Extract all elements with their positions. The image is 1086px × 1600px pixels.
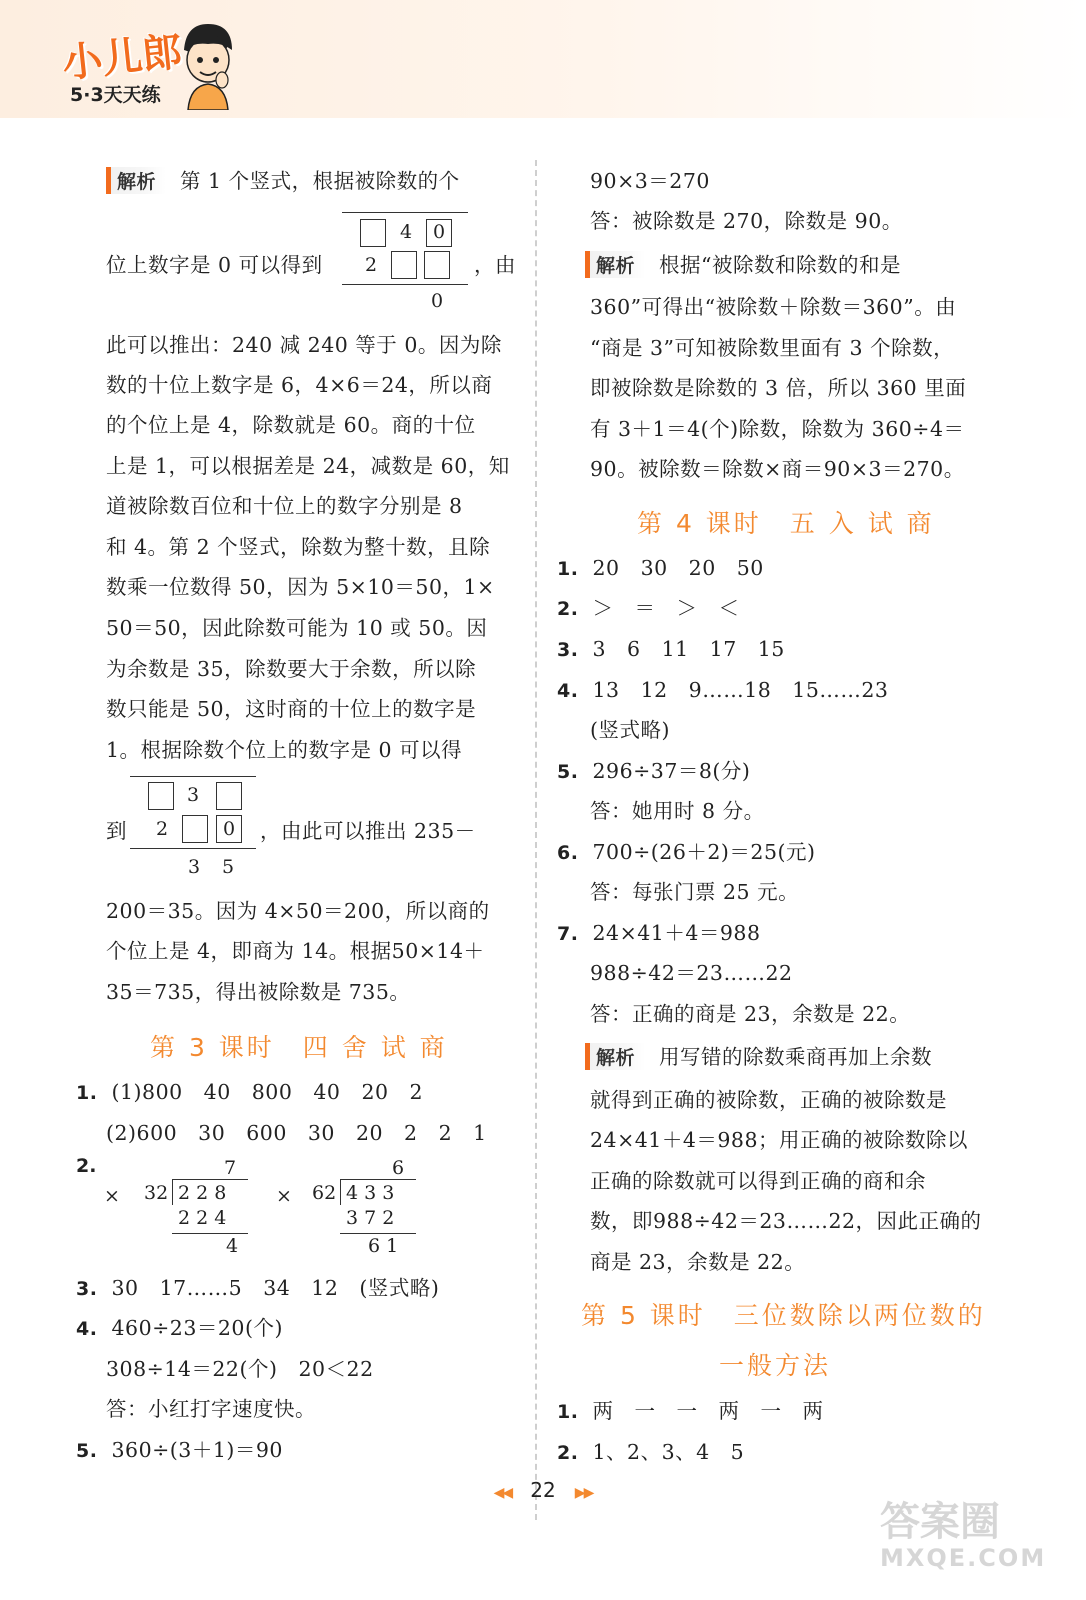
r-q4-b: (竖式略) [590, 718, 670, 742]
analysis-3-line-1: 解析 用写错的除数乘商再加上余数 [585, 1040, 932, 1070]
analysis-1-line-14: 到 [106, 819, 127, 843]
next-arrows-icon: ▶▶ [574, 1485, 593, 1501]
series-title: 5·3天天练 [70, 84, 161, 106]
analysis-1-line-7: 道被除数百位和十位上的数字分别是 8 [106, 494, 463, 518]
analysis-3-line-6: 商是 23，余数是 22。 [590, 1250, 806, 1274]
analysis-tag: 解析 [106, 167, 166, 194]
watermark-logo: 答案圈 MXQE.COM [880, 1499, 1047, 1572]
prev-arrows-icon: ◀◀ [493, 1485, 512, 1501]
analysis-3-line-2: 就得到正确的被除数，正确的被除数是 [590, 1088, 947, 1112]
analysis-2-line-4: 即被除数是除数的 3 倍，所以 360 里面 [590, 376, 967, 400]
analysis-3-line-5: 数，即988÷42＝23……22，因此正确的 [590, 1209, 982, 1233]
r-q1: 1. 20 30 20 50 [557, 556, 764, 580]
analysis-1-line-3: 此可以推出：240 减 240 等于 0。因为除 [106, 333, 502, 357]
analysis-1-line-9: 数乘一位数得 50，因为 5×10＝50，1× [106, 575, 495, 599]
analysis-2-line-2: 360”可得出“被除数＋除数＝360”。由 [590, 295, 957, 319]
s5-q1: 1. 两 一 一 两 一 两 [557, 1399, 824, 1423]
r-q2: 2. ＞ ＝ ＞ ＜ [557, 596, 740, 620]
mascot-icon [178, 20, 238, 110]
analysis-1-line-1: 解析 第 1 个竖式，根据被除数的个 [106, 164, 460, 194]
column-divider [535, 160, 537, 1520]
analysis-1-line-10: 50＝50，因此除数可能为 10 或 50。因 [106, 616, 488, 640]
analysis-1-line-17: 35＝735，得出被除数是 735。 [106, 980, 411, 1004]
analysis-tag: 解析 [585, 1043, 645, 1070]
analysis-tag: 解析 [585, 251, 645, 278]
division-figure-a: 4 0 2 0 [106, 206, 516, 316]
section-title-lesson-5: 第 5 课时 三位数除以两位数的 [581, 1301, 986, 1330]
analysis-2-line-5: 有 3＋1＝4(个)除数，除数为 360÷4＝ [590, 417, 965, 441]
analysis-1-line-4: 数的十位上数字是 6，4×6＝24，所以商 [106, 373, 493, 397]
analysis-1-line-15: 200＝35。因为 4×50＝200，所以商的 [106, 899, 490, 923]
analysis-1-line-14-tail: ，由此可以推出 235－ [260, 819, 476, 843]
l-q5-a: 5. 360÷(3＋1)＝90 [76, 1438, 283, 1462]
r-q6-a: 6. 700÷(26＋2)＝25(元) [557, 840, 816, 864]
analysis-1-line-5: 的个位上是 4，除数就是 60。商的十位 [106, 413, 476, 437]
l-q4-a: 4. 460÷23＝20(个) [76, 1316, 283, 1340]
r-q6-b: 答：每张门票 25 元。 [590, 880, 800, 904]
section-title-lesson-5-line-2: 一般方法 [719, 1351, 832, 1380]
l-q4-c: 答：小红打字速度快。 [106, 1397, 316, 1421]
brand-logo: 小儿郎 [60, 28, 185, 88]
section-title-lesson-4: 第 4 课时 五 入 试 商 [637, 509, 935, 538]
analysis-2-line-3: “商是 3”可知被除数里面有 3 个除数， [590, 336, 955, 360]
analysis-1-line-16: 个位上是 4，即商为 14。根据50×14＋ [106, 939, 485, 963]
analysis-1-line-13: 1。根据除数个位上的数字是 0 可以得 [106, 738, 463, 762]
l-q4-b: 308÷14＝22(个) 20＜22 [106, 1357, 374, 1381]
l-q1-b: (2)600 30 600 30 20 2 2 1 [106, 1121, 487, 1145]
r-q7-a: 7. 24×41＋4＝988 [557, 921, 761, 945]
r-q7-b: 988÷42＝23……22 [590, 961, 793, 985]
analysis-1-line-11: 为余数是 35，除数要大于余数，所以除 [106, 657, 477, 681]
l-q1-a: 1. (1)800 40 800 40 20 2 [76, 1080, 424, 1104]
analysis-1-line-12: 数只能是 50，这时商的十位上的数字是 [106, 697, 477, 721]
analysis-1-line-8: 和 4。第 2 个竖式，除数为整十数，且除 [106, 535, 491, 559]
analysis-1-line-2-tail: ，由 [474, 253, 516, 277]
analysis-3-line-3: 24×41＋4＝988；用正确的被除数除以 [590, 1128, 969, 1152]
r-q5-a: 5. 296÷37＝8(分) [557, 759, 751, 783]
r-cont-2: 答：被除数是 270，除数是 90。 [590, 209, 903, 233]
l-q2: 2. × 7 32 2 2 8 2 2 4 4 × 6 62 4 3 3 3 7 2 6 1 [76, 1155, 516, 1265]
r-q4-a: 4. 13 12 9……18 15……23 [557, 678, 889, 702]
page-number: 22 [530, 1478, 556, 1502]
analysis-3-line-4: 正确的除数就可以得到正确的商和余 [590, 1169, 926, 1193]
s5-q2: 2. 1、2、3、4 5 [557, 1440, 745, 1464]
r-cont-1: 90×3＝270 [590, 169, 710, 193]
analysis-2-line-6: 90。被除数＝除数×商＝90×3＝270。 [590, 457, 965, 481]
division-figure-b: 3 2 0 3 5 [106, 770, 516, 890]
r-q7-c: 答：正确的商是 23，余数是 22。 [590, 1002, 911, 1026]
analysis-2-line-1: 解析 根据“被除数和除数的和是 [585, 248, 901, 278]
r-q3: 3. 3 6 11 17 15 [557, 637, 785, 661]
section-title-lesson-3: 第 3 课时 四 舍 试 商 [150, 1033, 448, 1062]
l-q3: 3. 30 17……5 34 12 (竖式略) [76, 1276, 440, 1300]
r-q5-b: 答：她用时 8 分。 [590, 799, 765, 823]
analysis-1-line-2: 位上数字是 0 可以得到 [106, 253, 323, 277]
page-header [0, 0, 1086, 118]
analysis-1-line-6: 上是 1，可以根据差是 24，减数是 60，知 [106, 454, 510, 478]
